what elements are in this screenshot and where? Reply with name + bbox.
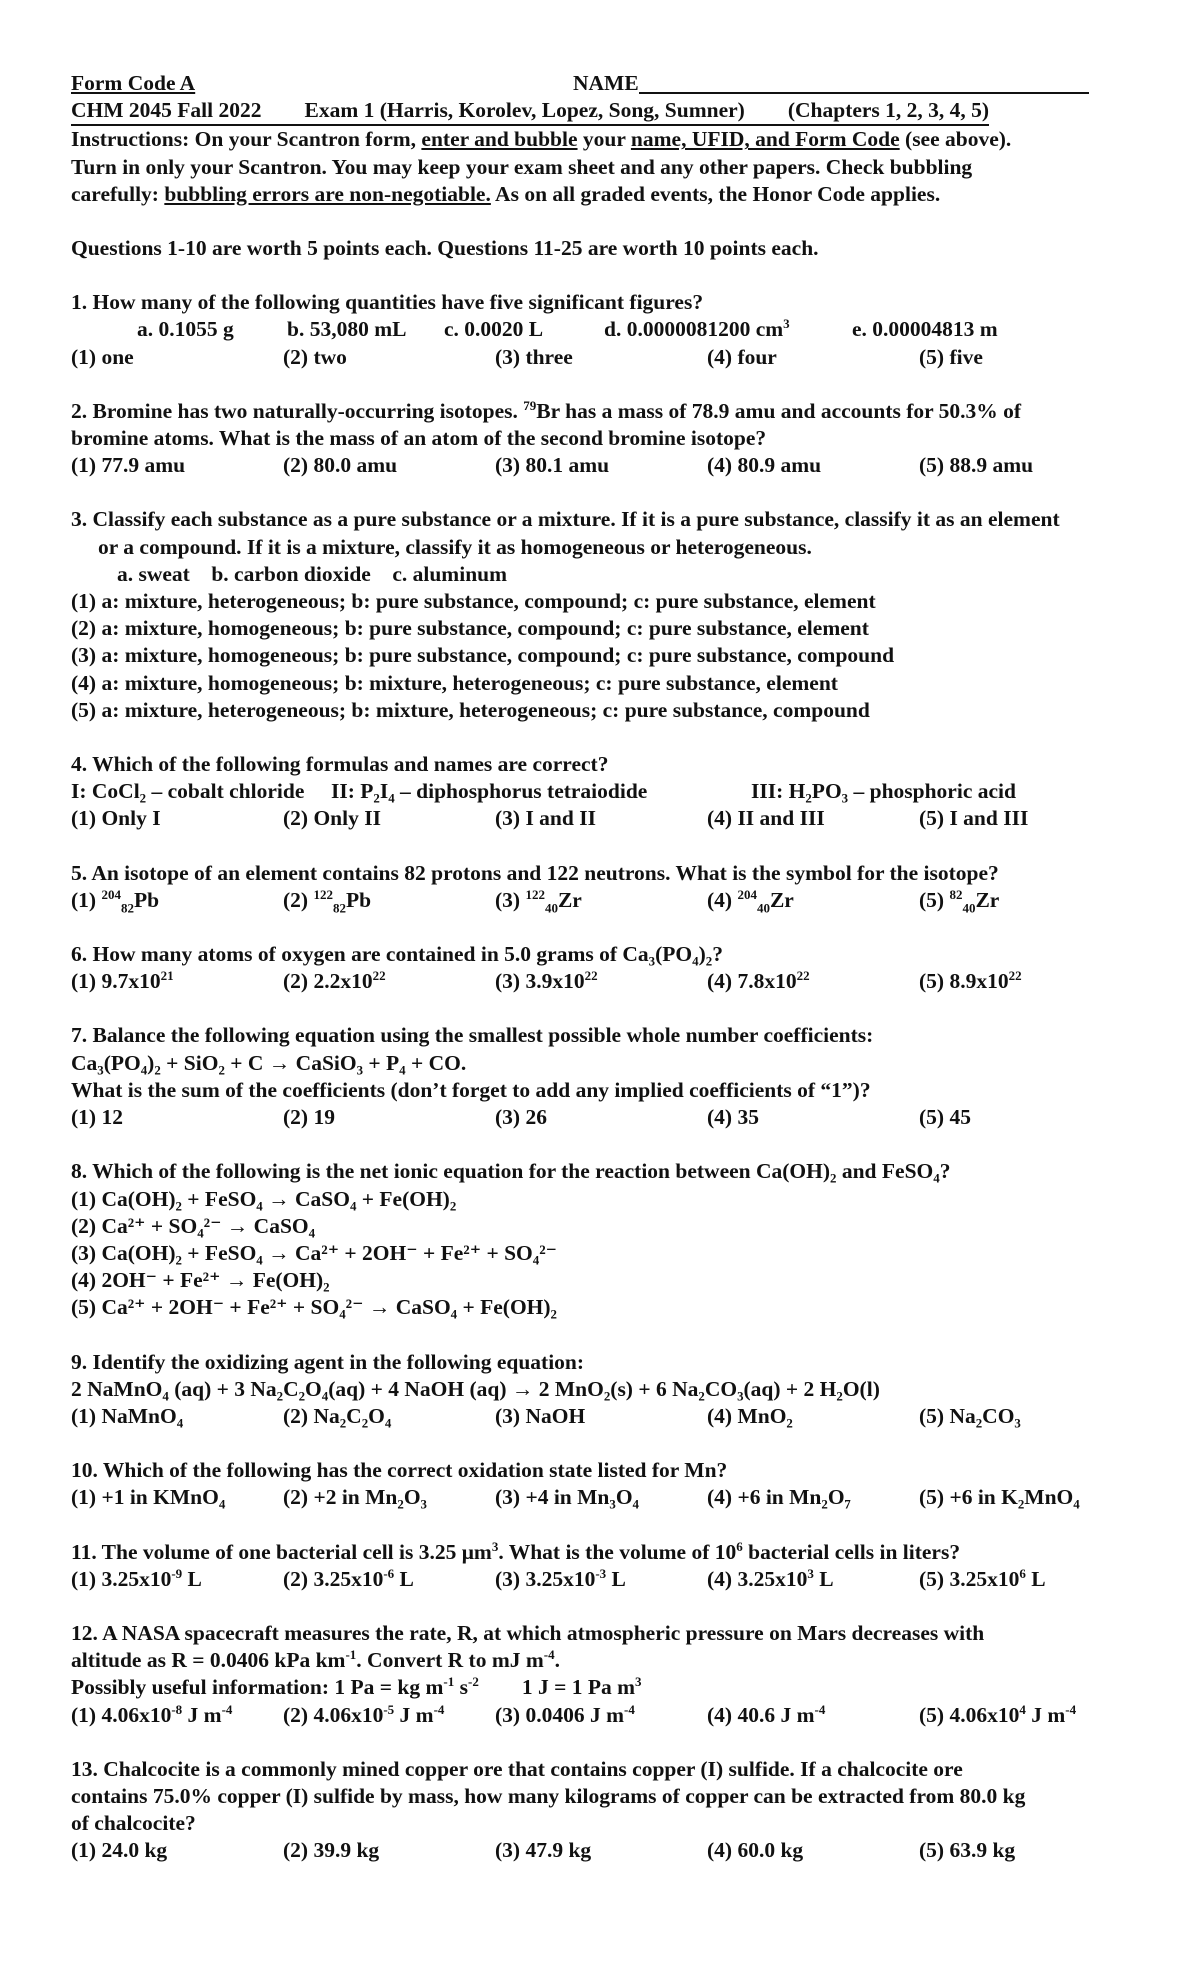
answer-options [71, 1702, 1141, 1729]
answer-option: (3) NaOH [495, 1403, 586, 1428]
option-exponent: 22 [372, 968, 386, 984]
stem-text: 11. The volume of one bacterial cell is 3.25 μm [71, 1539, 492, 1564]
mass-number: 122 [525, 886, 545, 902]
course-line: CHM 2045 Fall 2022 Exam 1 (Harris, Korolev, Lopez, Song, Sumner) (Chapters 1, 2, 3, 4, 5) [71, 97, 989, 126]
answer-option [71, 1566, 283, 1593]
answer-option: (3) 47.9 kg [495, 1838, 592, 1863]
instructions-line-2: Turn in only your Scantron. You may keep your exam sheet and any other papers. Check bubbling [71, 154, 973, 179]
stem-text: Br has a mass of 78.9 amu and accounts for 50.3% of [536, 398, 1022, 423]
question-stem: 10. Which of the following has the correct oxidation state listed for Mn? [71, 1458, 728, 1483]
option-mantissa: (1) 4.06x10 [71, 1702, 172, 1727]
answer-option: (2) a: mixture, homogeneous; b: pure substance, compound; c: pure substance, element [71, 616, 869, 641]
instructions-text: your [577, 127, 631, 152]
answer-options [71, 1403, 1141, 1430]
question-stem-3: of chalcocite? [71, 1811, 196, 1836]
info-text: 1 J = 1 Pa m [478, 1675, 636, 1700]
instructions-text: Instructions: On your Scantron form, [71, 127, 422, 152]
statement-2: II: P₂I₄ – diphosphorus tetraiodide [331, 779, 648, 804]
quantity-d [604, 316, 852, 343]
answer-option [495, 1566, 707, 1593]
exponent: -2 [468, 1674, 479, 1690]
question-stem-2: bromine atoms. What is the mass of an atom of the second bromine isotope? [71, 426, 767, 451]
option-mantissa: (2) 3.25x10 [283, 1566, 384, 1591]
option-exponent: 3 [807, 1565, 814, 1581]
answer-option [919, 968, 1022, 995]
option-unit: L [813, 1566, 834, 1591]
option-exponent: -6 [383, 1565, 395, 1581]
answer-option: (5) 88.9 amu [919, 453, 1034, 478]
option-mantissa: (4) 3.25x10 [707, 1566, 808, 1591]
question-13 [71, 1756, 1141, 1865]
question-stem: 12. A NASA spacecraft measures the rate, R, at which atmospheric pressure on Mars decreases with [71, 1620, 985, 1645]
question-7 [71, 1022, 1141, 1131]
answer-option: (1) Only I [71, 806, 161, 831]
unit-exponent: -4 [1065, 1701, 1077, 1717]
name-field [573, 70, 1089, 97]
answer-option [495, 968, 707, 995]
question-prompt: What is the sum of the coefficients (don’t forget to add any implied coefficients of “1”)? [71, 1077, 871, 1102]
points-note: Questions 1-10 are worth 5 points each. Questions 11-25 are worth 10 points each. [71, 236, 819, 261]
question-stem: 13. Chalcocite is a commonly mined copper ore that contains copper (I) sulfide. If a chalcocite ore [71, 1756, 963, 1781]
exam-page [71, 70, 1141, 1892]
instructions-emphasis: bubbling errors are non-negotiable. [164, 181, 491, 206]
option-exponent: -8 [171, 1701, 183, 1717]
option-number: (2) [283, 887, 314, 912]
element-symbol: Pb [133, 887, 160, 912]
atomic-number: 40 [544, 900, 558, 916]
option-mantissa: (2) 2.2x10 [283, 969, 373, 994]
unit-exponent: -4 [814, 1701, 826, 1717]
answer-option: (4) four [707, 344, 777, 369]
option-mantissa: (4) 40.6 [707, 1702, 776, 1727]
atomic-number: 40 [756, 900, 770, 916]
option-unit: L [1025, 1566, 1046, 1591]
answer-option: (3) +4 in Mn₃O₄ [495, 1485, 639, 1510]
answer-options [71, 1104, 1141, 1131]
question-8 [71, 1158, 1141, 1321]
option-mantissa: (3) 0.0406 [495, 1702, 585, 1727]
quantity-b: b. 53,080 mL [287, 317, 407, 342]
question-2 [71, 398, 1141, 480]
option-mantissa: (5) 4.06x10 [919, 1702, 1020, 1727]
answer-option: (4) 2OH⁻ + Fe²⁺ → Fe(OH)₂ [71, 1268, 330, 1293]
question-10 [71, 1457, 1141, 1511]
option-number: (5) [919, 887, 950, 912]
answer-option: (2) two [283, 344, 347, 369]
option-mantissa: (1) 9.7x10 [71, 969, 161, 994]
answer-option: (4) II and III [707, 806, 825, 831]
atomic-number: 40 [962, 900, 976, 916]
answer-option: (4) 80.9 amu [707, 453, 822, 478]
option-mantissa: (5) 8.9x10 [919, 969, 1009, 994]
info-text: Possibly useful information: 1 Pa = kg m [71, 1675, 444, 1700]
answer-option: (4) MnO₂ [707, 1403, 793, 1428]
option-mantissa: (2) 4.06x10 [283, 1702, 384, 1727]
exponent: 6 [736, 1538, 743, 1554]
question-stem [71, 1539, 1141, 1566]
stem-text: altitude as R = 0.0406 kPa km [71, 1648, 346, 1673]
answer-option: (1) +1 in KMnO₄ [71, 1485, 226, 1510]
question-11 [71, 1539, 1141, 1593]
answer-options [71, 805, 1141, 832]
answer-option: (1) a: mixture, heterogeneous; b: pure substance, compound; c: pure substance, element [71, 589, 876, 614]
name-blank-line [639, 70, 1089, 94]
answer-option [707, 968, 919, 995]
answer-option [283, 887, 495, 914]
option-exponent: -3 [595, 1565, 607, 1581]
answer-option: (1) 12 [71, 1105, 123, 1130]
quantities-list [71, 316, 1141, 343]
question-stem: 8. Which of the following is the net ionic equation for the reaction between Ca(OH)₂ and FeSO₄? [71, 1159, 951, 1184]
option-exponent: 22 [1008, 968, 1022, 984]
option-exponent: 6 [1019, 1565, 1026, 1581]
question-4 [71, 751, 1141, 833]
element-symbol: Zr [769, 887, 794, 912]
element-symbol: Zr [975, 887, 1000, 912]
answer-option: (3) a: mixture, homogeneous; b: pure substance, compound; c: pure substance, compound [71, 643, 895, 668]
option-unit: L [182, 1566, 202, 1591]
answer-option: (3) three [495, 344, 573, 369]
instructions-line-3 [71, 181, 1141, 208]
mass-number: 82 [949, 886, 963, 902]
answer-option: (3) I and II [495, 806, 596, 831]
quantity-e: e. 0.00004813 m [852, 317, 998, 342]
instructions-text: (see above). [899, 127, 1012, 152]
answer-options [71, 452, 1141, 479]
exponent: -1 [345, 1646, 357, 1662]
answer-option: (1) Ca(OH)₂ + FeSO₄ → CaSO₄ + Fe(OH)₂ [71, 1186, 457, 1211]
answer-option: (2) Only II [283, 806, 381, 831]
instructions-emphasis: enter and bubble [421, 127, 578, 152]
option-mantissa: (5) 3.25x10 [919, 1566, 1020, 1591]
option-unit: L [394, 1566, 414, 1591]
answer-option [283, 1566, 495, 1593]
answer-option [495, 1702, 707, 1729]
instructions-text: As on all graded events, the Honor Code applies. [490, 181, 941, 206]
answer-options [71, 1837, 1141, 1864]
exponent: 3 [635, 1674, 642, 1690]
stem-text: . Convert R to mJ m [356, 1648, 544, 1673]
option-exponent: 4 [1019, 1701, 1026, 1717]
answer-option [919, 887, 999, 914]
exponent: -4 [543, 1646, 555, 1662]
substance-list: a. sweat b. carbon dioxide c. aluminum [117, 561, 508, 586]
info-text: s [454, 1675, 468, 1700]
option-exponent: 21 [160, 968, 174, 984]
mass-number: 204 [737, 886, 757, 902]
answer-option: (2) +2 in Mn₂O₃ [283, 1485, 427, 1510]
option-number: (3) [495, 887, 526, 912]
question-stem-2 [71, 1647, 1141, 1674]
quantity-d-text: d. 0.0000081200 cm [604, 317, 784, 342]
question-stem: 6. How many atoms of oxygen are contained in 5.0 grams of Ca₃(PO₄)₂? [71, 942, 723, 967]
option-number: (4) [707, 887, 738, 912]
question-stem-2: or a compound. If it is a mixture, classify it as homogeneous or heterogeneous. [98, 534, 812, 559]
answer-option [707, 887, 919, 914]
answer-options [71, 1484, 1141, 1511]
statements [71, 778, 1141, 805]
statement-3: III: H₂PO₃ – phosphoric acid [751, 779, 1016, 804]
option-mantissa: (3) 3.25x10 [495, 1566, 596, 1591]
question-5 [71, 860, 1141, 914]
statement-1: I: CoCl₂ – cobalt chloride [71, 779, 305, 804]
option-exponent: 22 [584, 968, 598, 984]
answer-option: (2) Na₂C₂O₄ [283, 1403, 392, 1428]
atomic-number: 82 [120, 900, 134, 916]
answer-option: (2) Ca²⁺ + SO₄²⁻ → CaSO₄ [71, 1213, 316, 1238]
option-unit: J m [1025, 1702, 1066, 1727]
answer-option: (2) 19 [283, 1105, 335, 1130]
unit-exponent: -4 [221, 1701, 233, 1717]
answer-option [71, 968, 283, 995]
option-mantissa: (1) 3.25x10 [71, 1566, 172, 1591]
question-stem: 4. Which of the following formulas and names are correct? [71, 752, 609, 777]
option-mantissa: (3) 3.9x10 [495, 969, 585, 994]
question-6 [71, 941, 1141, 995]
answer-options [71, 968, 1141, 995]
answer-option [71, 887, 283, 914]
option-exponent: 22 [796, 968, 810, 984]
answer-option: (1) one [71, 344, 134, 369]
atomic-number: 82 [332, 900, 346, 916]
question-stem: 3. Classify each substance as a pure substance or a mixture. If it is a pure substance, classify it as an element [71, 507, 1060, 532]
answer-options [71, 887, 1141, 914]
option-unit: L [606, 1566, 626, 1591]
option-unit: J m [584, 1702, 624, 1727]
question-stem [71, 398, 1141, 425]
equation: Ca₃(PO₄)₂ + SiO₂ + C → CaSiO₃ + P₄ + CO. [71, 1050, 467, 1075]
quantity-d-exponent: 3 [783, 316, 790, 332]
answer-option: (1) NaMnO₄ [71, 1403, 184, 1428]
answer-option: (1) 24.0 kg [71, 1838, 168, 1863]
option-exponent: -5 [383, 1701, 395, 1717]
answer-option [283, 968, 495, 995]
answer-option: (4) 60.0 kg [707, 1838, 804, 1863]
answer-option [707, 1566, 919, 1593]
answer-option [71, 1702, 283, 1729]
answer-option: (5) Na₂CO₃ [919, 1403, 1021, 1428]
answer-option: (5) I and III [919, 806, 1029, 831]
stem-text: 2. Bromine has two naturally-occurring isotopes. [71, 398, 524, 423]
answer-option: (4) a: mixture, homogeneous; b: mixture, heterogeneous; c: pure substance, element [71, 670, 838, 695]
mass-number: 79 [523, 397, 537, 413]
question-9 [71, 1349, 1141, 1431]
answer-option: (3) Ca(OH)₂ + FeSO₄ → Ca²⁺ + 2OH⁻ + Fe²⁺ + SO₄²⁻ [71, 1240, 557, 1265]
option-number: (1) [71, 887, 102, 912]
answer-option [919, 1566, 1046, 1593]
question-3 [71, 506, 1141, 724]
answer-option: (5) five [919, 344, 983, 369]
stem-text: . What is the volume of 10 [498, 1539, 737, 1564]
option-mantissa: (4) 7.8x10 [707, 969, 797, 994]
answer-option [707, 1702, 919, 1729]
unit-exponent: -4 [433, 1701, 445, 1717]
answer-option [283, 1702, 495, 1729]
instructions-text: carefully: [71, 181, 165, 206]
element-symbol: Zr [557, 887, 582, 912]
option-unit: J m [182, 1702, 222, 1727]
answer-option: (5) a: mixture, heterogeneous; b: mixture, heterogeneous; c: pure substance, compound [71, 697, 870, 722]
answer-option: (2) 39.9 kg [283, 1838, 380, 1863]
answer-option: (3) 80.1 amu [495, 453, 610, 478]
answer-option: (2) 80.0 amu [283, 453, 398, 478]
element-symbol: Pb [345, 887, 372, 912]
question-stem-2: contains 75.0% copper (I) sulfide by mass, how many kilograms of copper can be extracted from 80.0 kg [71, 1783, 1026, 1808]
question-1 [71, 289, 1141, 371]
option-exponent: -9 [171, 1565, 183, 1581]
mass-number: 204 [101, 886, 121, 902]
answer-options [71, 1566, 1141, 1593]
answer-option: (5) 63.9 kg [919, 1838, 1016, 1863]
unit-exponent: -4 [624, 1701, 635, 1717]
question-stem: 1. How many of the following quantities have five significant figures? [71, 290, 704, 315]
stem-text: bacterial cells in liters? [742, 1539, 961, 1564]
stem-text: . [554, 1648, 561, 1673]
answer-option: (5) 45 [919, 1105, 971, 1130]
answer-option [495, 887, 707, 914]
answer-option: (5) Ca²⁺ + 2OH⁻ + Fe²⁺ + SO₄²⁻ → CaSO₄ + Fe(OH)₂ [71, 1295, 557, 1320]
answer-options [71, 344, 1141, 371]
instructions-emphasis: name, UFID, and Form Code [630, 127, 900, 152]
exponent: -1 [443, 1674, 455, 1690]
answer-option: (5) +6 in K₂MnO₄ [919, 1485, 1080, 1510]
header-row [71, 70, 1141, 97]
answer-option: (4) +6 in Mn₂O₇ [707, 1485, 851, 1510]
answer-option: (4) 35 [707, 1105, 759, 1130]
answer-option: (1) 77.9 amu [71, 453, 186, 478]
equation: 2 NaMnO₄ (aq) + 3 Na₂C₂O₄(aq) + 4 NaOH (aq) → 2 MnO₂(s) + 6 Na₂CO₃(aq) + 2 H₂O(l) [71, 1376, 880, 1401]
form-code: Form Code A [71, 71, 196, 95]
question-stem: 9. Identify the oxidizing agent in the following equation: [71, 1349, 585, 1374]
question-stem: 7. Balance the following equation using the smallest possible whole number coefficients: [71, 1023, 874, 1048]
option-unit: J m [775, 1702, 815, 1727]
answer-option [919, 1702, 1076, 1729]
question-stem: 5. An isotope of an element contains 82 protons and 122 neutrons. What is the symbol for the isotope? [71, 860, 999, 885]
useful-info [71, 1674, 1141, 1701]
mass-number: 122 [313, 886, 333, 902]
instructions-line-1 [71, 126, 1141, 153]
exponent: 3 [491, 1538, 499, 1554]
quantity-a: a. 0.1055 g [137, 317, 234, 342]
question-12 [71, 1620, 1141, 1729]
quantity-c: c. 0.0020 L [444, 317, 544, 342]
option-unit: J m [394, 1702, 434, 1727]
name-label: NAME [573, 71, 639, 95]
answer-option: (3) 26 [495, 1105, 547, 1130]
